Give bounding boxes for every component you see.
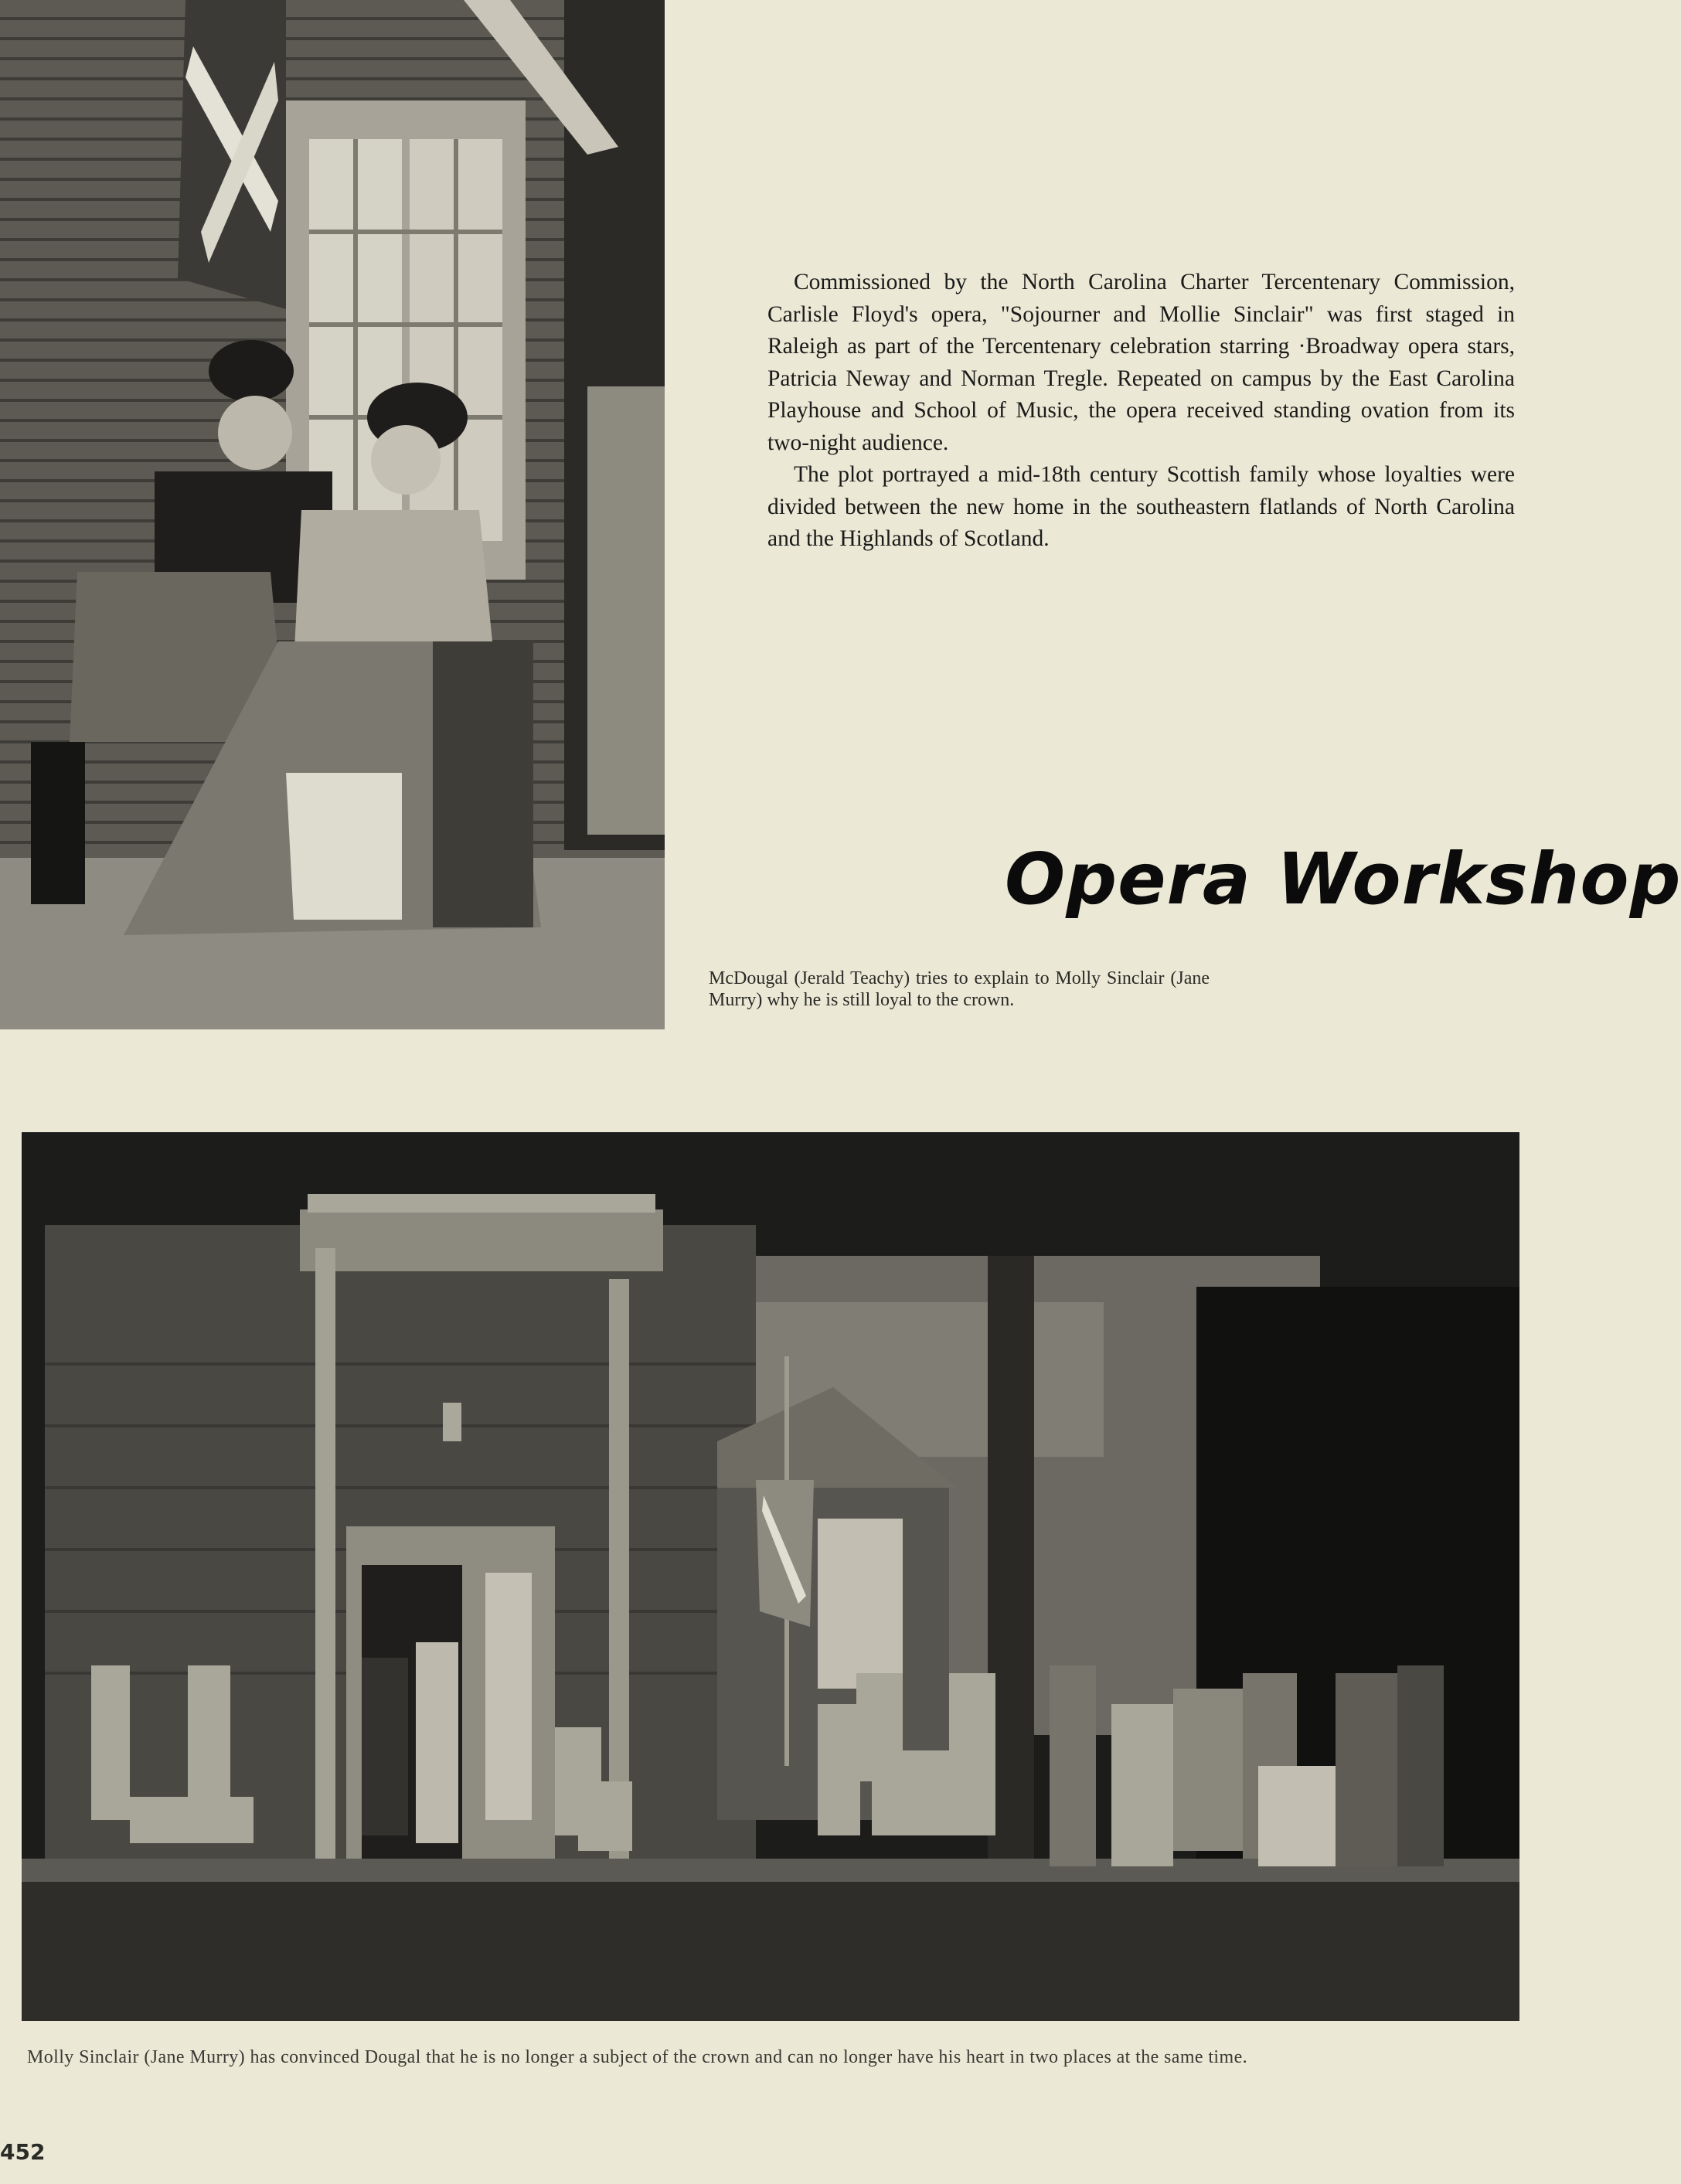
article-body <box>767 267 1515 556</box>
photo-duet-scene-image <box>0 0 665 1029</box>
photo-caption-bottom: Molly Sinclair (Jane Murry) has convinced Dougal that he is no longer a subject of the crown and can no longer have his heart in two places at the same time. <box>27 2047 1248 2067</box>
article-paragraph: The plot portrayed a mid-18th century Scottish family whose loyalties were divided between the new home in the southeastern flatlands of North Carolina and the Highlands of Scotland. <box>767 462 1515 551</box>
article-paragraph: Commissioned by the North Carolina Charter Tercentenary Commission, Carlisle Floyd's opera, "Sojourner and Mollie Sinclair" was first staged in Raleigh as part of the Tercentenary celebration starring ·Broadway opera stars, Patricia Neway and Norman Tregle. Repeated on campus by the East Carolina Playhouse and School of Music, the opera received standing ovation from its two-night audience. <box>767 270 1515 455</box>
page-number: 452 <box>0 2139 46 2165</box>
page-title: Opera Workshop <box>1005 838 1681 920</box>
photo-ensemble-scene <box>22 1132 1519 2021</box>
photo-duet-scene <box>0 0 665 1029</box>
photo-caption-top: McDougal (Jerald Teachy) tries to explain to Molly Sinclair (Jane Murry) why he is still loyal to the crown. <box>709 968 1210 1010</box>
photo-ensemble-scene-image <box>22 1132 1519 2021</box>
